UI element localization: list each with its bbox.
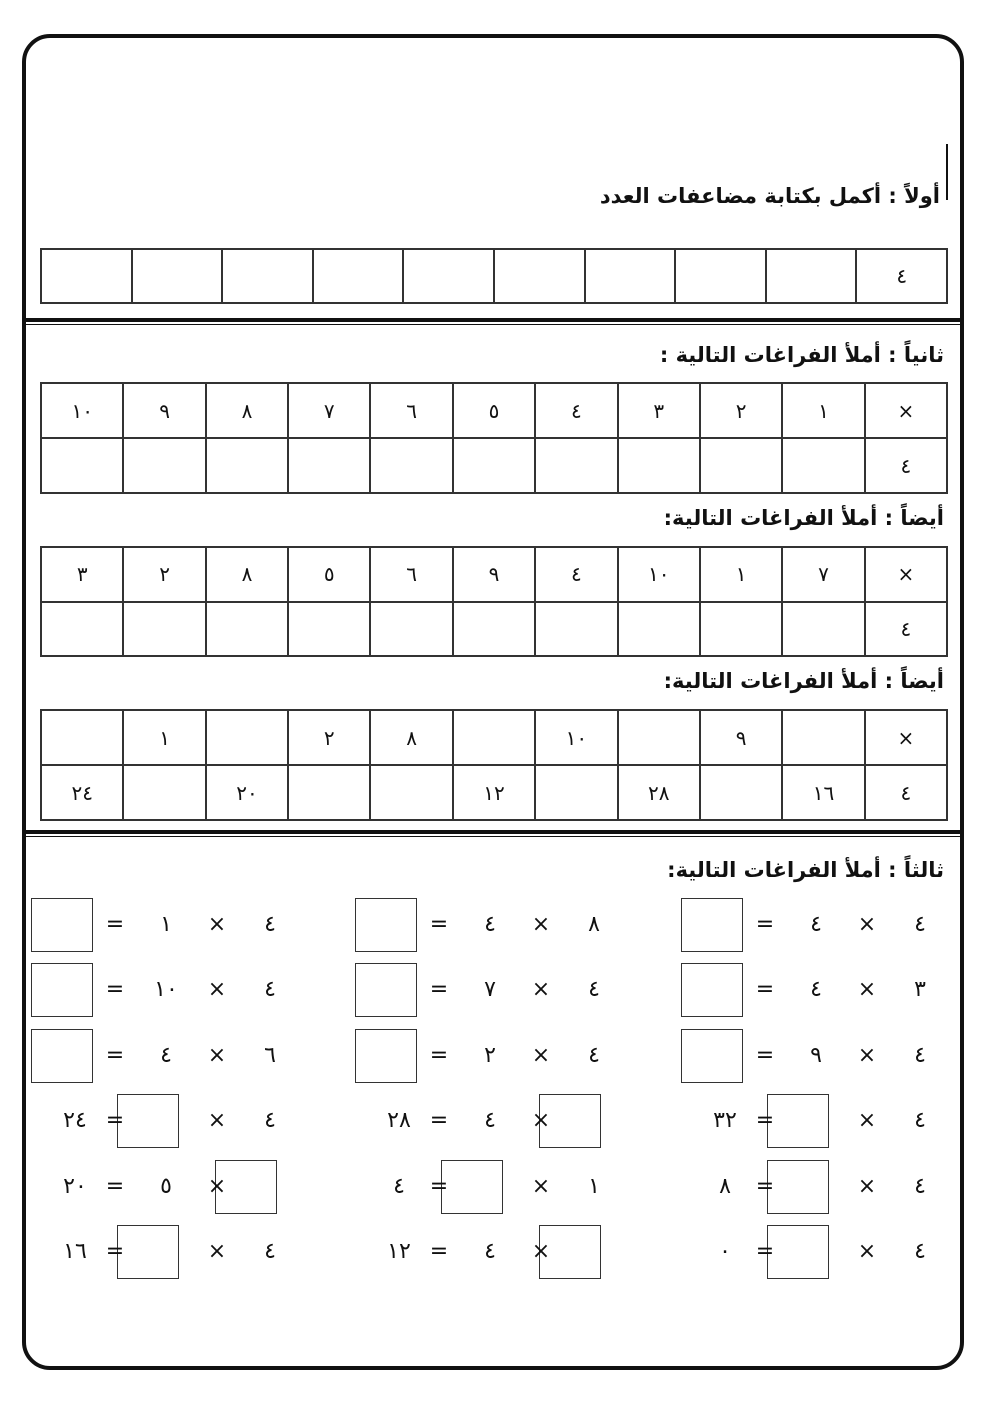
table-cell: ٩ [123, 383, 205, 438]
table-cell: ٨ [370, 710, 452, 765]
answer-cell[interactable] [206, 438, 288, 493]
answer-cell[interactable] [782, 710, 864, 765]
table-cell: ٤ [535, 547, 617, 602]
operand-b: ٧ [484, 977, 496, 1002]
answer-cell[interactable] [535, 602, 617, 657]
answer-cell[interactable] [41, 602, 123, 657]
section-divider [26, 830, 960, 834]
table-cell: ٣ [618, 383, 700, 438]
table-cell: ١٠ [41, 383, 123, 438]
operand-a: ٤ [264, 977, 276, 1002]
answer-box[interactable] [681, 1029, 743, 1083]
section3-title: أيضاً : أملأ الفراغات التالية: [663, 506, 944, 530]
equals-sign: = [755, 1043, 775, 1068]
times-sign: × [207, 912, 227, 937]
answer-cell[interactable] [370, 438, 452, 493]
section1-title: أولاً : أكمل بكتابة مضاعفات العدد [599, 184, 940, 208]
answer-cell[interactable] [618, 438, 700, 493]
answer-box[interactable] [31, 898, 93, 952]
equals-sign: = [105, 977, 125, 1002]
answer-cell[interactable] [700, 765, 782, 820]
operand-a: ٤ [914, 1043, 926, 1068]
table-row [41, 710, 947, 765]
equals-sign: = [105, 912, 125, 937]
operand-a: ٤ [914, 912, 926, 937]
table-cell: ١ [700, 547, 782, 602]
answer-cell[interactable] [535, 438, 617, 493]
table-cell: ١ [123, 710, 205, 765]
operand-a: ٣ [914, 977, 926, 1002]
equals-sign: = [755, 1174, 775, 1199]
times-sign: × [857, 977, 877, 1002]
operand-a: ٤ [264, 1239, 276, 1264]
times-sign: × [207, 1174, 227, 1199]
answer-cell[interactable] [41, 710, 123, 765]
answer-cell[interactable] [782, 438, 864, 493]
equals-sign: = [755, 977, 775, 1002]
table-cell: ٨ [206, 547, 288, 602]
table-cell: ١٠ [618, 547, 700, 602]
operand-b: ٩ [810, 1043, 822, 1068]
table-row [41, 438, 947, 493]
equals-sign: = [105, 1239, 125, 1264]
answer-cell[interactable] [453, 710, 535, 765]
table-cell: ٦ [370, 383, 452, 438]
table-cell: ٤ [856, 249, 947, 303]
table-cell: ٢٠ [206, 765, 288, 820]
answer-cell[interactable] [288, 602, 370, 657]
answer-cell[interactable] [206, 602, 288, 657]
table-row [41, 249, 947, 303]
answer-cell[interactable] [585, 249, 676, 303]
table-cell: × [865, 547, 947, 602]
answer-cell[interactable] [123, 602, 205, 657]
equals-sign: = [429, 1108, 449, 1133]
answer-cell[interactable] [453, 602, 535, 657]
table-cell: ٢ [123, 547, 205, 602]
equals-sign: = [429, 1239, 449, 1264]
times-sign: × [531, 1174, 551, 1199]
equals-sign: = [755, 1108, 775, 1133]
table-cell: ١٦ [782, 765, 864, 820]
times-sign: × [531, 1239, 551, 1264]
result: ٤ [393, 1174, 405, 1199]
table-cell: ٢٨ [618, 765, 700, 820]
table-row [41, 547, 947, 602]
operand-a: ٦ [264, 1043, 276, 1068]
section2-title: ثانياً : أملأ الفراغات التالية : [659, 343, 944, 367]
section-divider [26, 318, 960, 322]
table-cell: ٥ [288, 547, 370, 602]
answer-cell[interactable] [453, 438, 535, 493]
result: ٢٠ [63, 1174, 87, 1199]
table-cell: ٩ [453, 547, 535, 602]
operand-a: ١ [588, 1174, 600, 1199]
result: ٢٤ [63, 1108, 87, 1133]
multiplication-table-2 [40, 546, 948, 657]
times-sign: × [857, 1108, 877, 1133]
table-row [41, 602, 947, 657]
table-cell: × [865, 710, 947, 765]
table-cell: × [865, 383, 947, 438]
answer-cell[interactable] [313, 249, 404, 303]
table-cell: ٩ [700, 710, 782, 765]
answer-box[interactable] [681, 963, 743, 1017]
result: ٠ [719, 1239, 731, 1264]
answer-cell[interactable] [123, 765, 205, 820]
result: ٢٨ [387, 1108, 411, 1133]
equals-sign: = [429, 1174, 449, 1199]
table-cell: ٧ [782, 547, 864, 602]
times-sign: × [207, 1108, 227, 1133]
answer-cell[interactable] [675, 249, 766, 303]
operand-a: ٤ [914, 1108, 926, 1133]
answer-cell[interactable] [618, 602, 700, 657]
section4-title: أيضاً : أملأ الفراغات التالية: [663, 669, 944, 693]
operand-b: ٢ [484, 1043, 496, 1068]
table-cell: ٦ [370, 547, 452, 602]
operand-a: ٤ [914, 1239, 926, 1264]
answer-cell[interactable] [700, 438, 782, 493]
table-row [41, 765, 947, 820]
answer-cell[interactable] [41, 438, 123, 493]
operand-b: ٤ [810, 912, 822, 937]
title-bar [946, 144, 948, 200]
equals-sign: = [755, 1239, 775, 1264]
times-sign: × [857, 1239, 877, 1264]
operand-b: ٤ [484, 1239, 496, 1264]
answer-box[interactable] [355, 963, 417, 1017]
operand-a: ٤ [914, 1174, 926, 1199]
answer-cell[interactable] [618, 710, 700, 765]
answer-cell[interactable] [700, 602, 782, 657]
times-sign: × [531, 1108, 551, 1133]
equals-sign: = [105, 1174, 125, 1199]
operand-b: ١ [160, 912, 172, 937]
equals-sign: = [105, 1108, 125, 1133]
times-sign: × [531, 977, 551, 1002]
times-sign: × [207, 1239, 227, 1264]
operand-a: ٤ [588, 977, 600, 1002]
answer-box[interactable] [31, 1029, 93, 1083]
answer-box[interactable] [31, 963, 93, 1017]
operand-a: ٤ [264, 912, 276, 937]
table-cell: ٣ [41, 547, 123, 602]
table-cell: ٥ [453, 383, 535, 438]
operand-b: ١٠ [154, 977, 178, 1002]
table-cell: ٢ [288, 710, 370, 765]
table-cell: ٢٤ [41, 765, 123, 820]
operand-b: ٤ [484, 1108, 496, 1133]
operand-b: ٤ [484, 912, 496, 937]
table-row [41, 383, 947, 438]
equals-sign: = [429, 977, 449, 1002]
table-cell: ٤ [865, 438, 947, 493]
answer-cell[interactable] [222, 249, 313, 303]
answer-cell[interactable] [766, 249, 857, 303]
operand-b: ٤ [810, 977, 822, 1002]
multiplication-table-3 [40, 709, 948, 821]
answer-cell[interactable] [782, 602, 864, 657]
answer-box[interactable] [681, 898, 743, 952]
result: ١٢ [387, 1239, 411, 1264]
answer-cell[interactable] [403, 249, 494, 303]
answer-box[interactable] [355, 1029, 417, 1083]
times-sign: × [857, 1174, 877, 1199]
answer-cell[interactable] [370, 602, 452, 657]
table-cell: ٧ [288, 383, 370, 438]
answer-cell[interactable] [370, 765, 452, 820]
answer-cell[interactable] [206, 710, 288, 765]
answer-cell[interactable] [288, 438, 370, 493]
equals-sign: = [105, 1043, 125, 1068]
result: ٣٢ [713, 1108, 737, 1133]
equals-sign: = [429, 1043, 449, 1068]
times-sign: × [857, 912, 877, 937]
operand-b: ٥ [160, 1174, 172, 1199]
times-sign: × [531, 912, 551, 937]
table-cell: ١٠ [535, 710, 617, 765]
answer-cell[interactable] [41, 249, 132, 303]
table-cell: ٤ [535, 383, 617, 438]
table-cell: ٤ [865, 602, 947, 657]
answer-cell[interactable] [494, 249, 585, 303]
equals-sign: = [755, 912, 775, 937]
table-cell: ٢ [700, 383, 782, 438]
multiples-table [40, 248, 948, 304]
result: ٨ [719, 1174, 731, 1199]
answer-cell[interactable] [132, 249, 223, 303]
answer-cell[interactable] [535, 765, 617, 820]
answer-cell[interactable] [288, 765, 370, 820]
answer-box[interactable] [355, 898, 417, 952]
operand-a: ٤ [264, 1108, 276, 1133]
table-cell: ٤ [865, 765, 947, 820]
table-cell: ١ [782, 383, 864, 438]
table-cell: ٨ [206, 383, 288, 438]
section5-title: ثالثاً : أملأ الفراغات التالية: [667, 858, 944, 882]
times-sign: × [207, 1043, 227, 1068]
operand-b: ٤ [160, 1043, 172, 1068]
multiplication-table-1 [40, 382, 948, 494]
times-sign: × [857, 1043, 877, 1068]
times-sign: × [531, 1043, 551, 1068]
result: ١٦ [63, 1239, 87, 1264]
equals-sign: = [429, 912, 449, 937]
operand-a: ٤ [588, 1043, 600, 1068]
table-cell: ١٢ [453, 765, 535, 820]
answer-cell[interactable] [123, 438, 205, 493]
times-sign: × [207, 977, 227, 1002]
operand-a: ٨ [588, 912, 600, 937]
